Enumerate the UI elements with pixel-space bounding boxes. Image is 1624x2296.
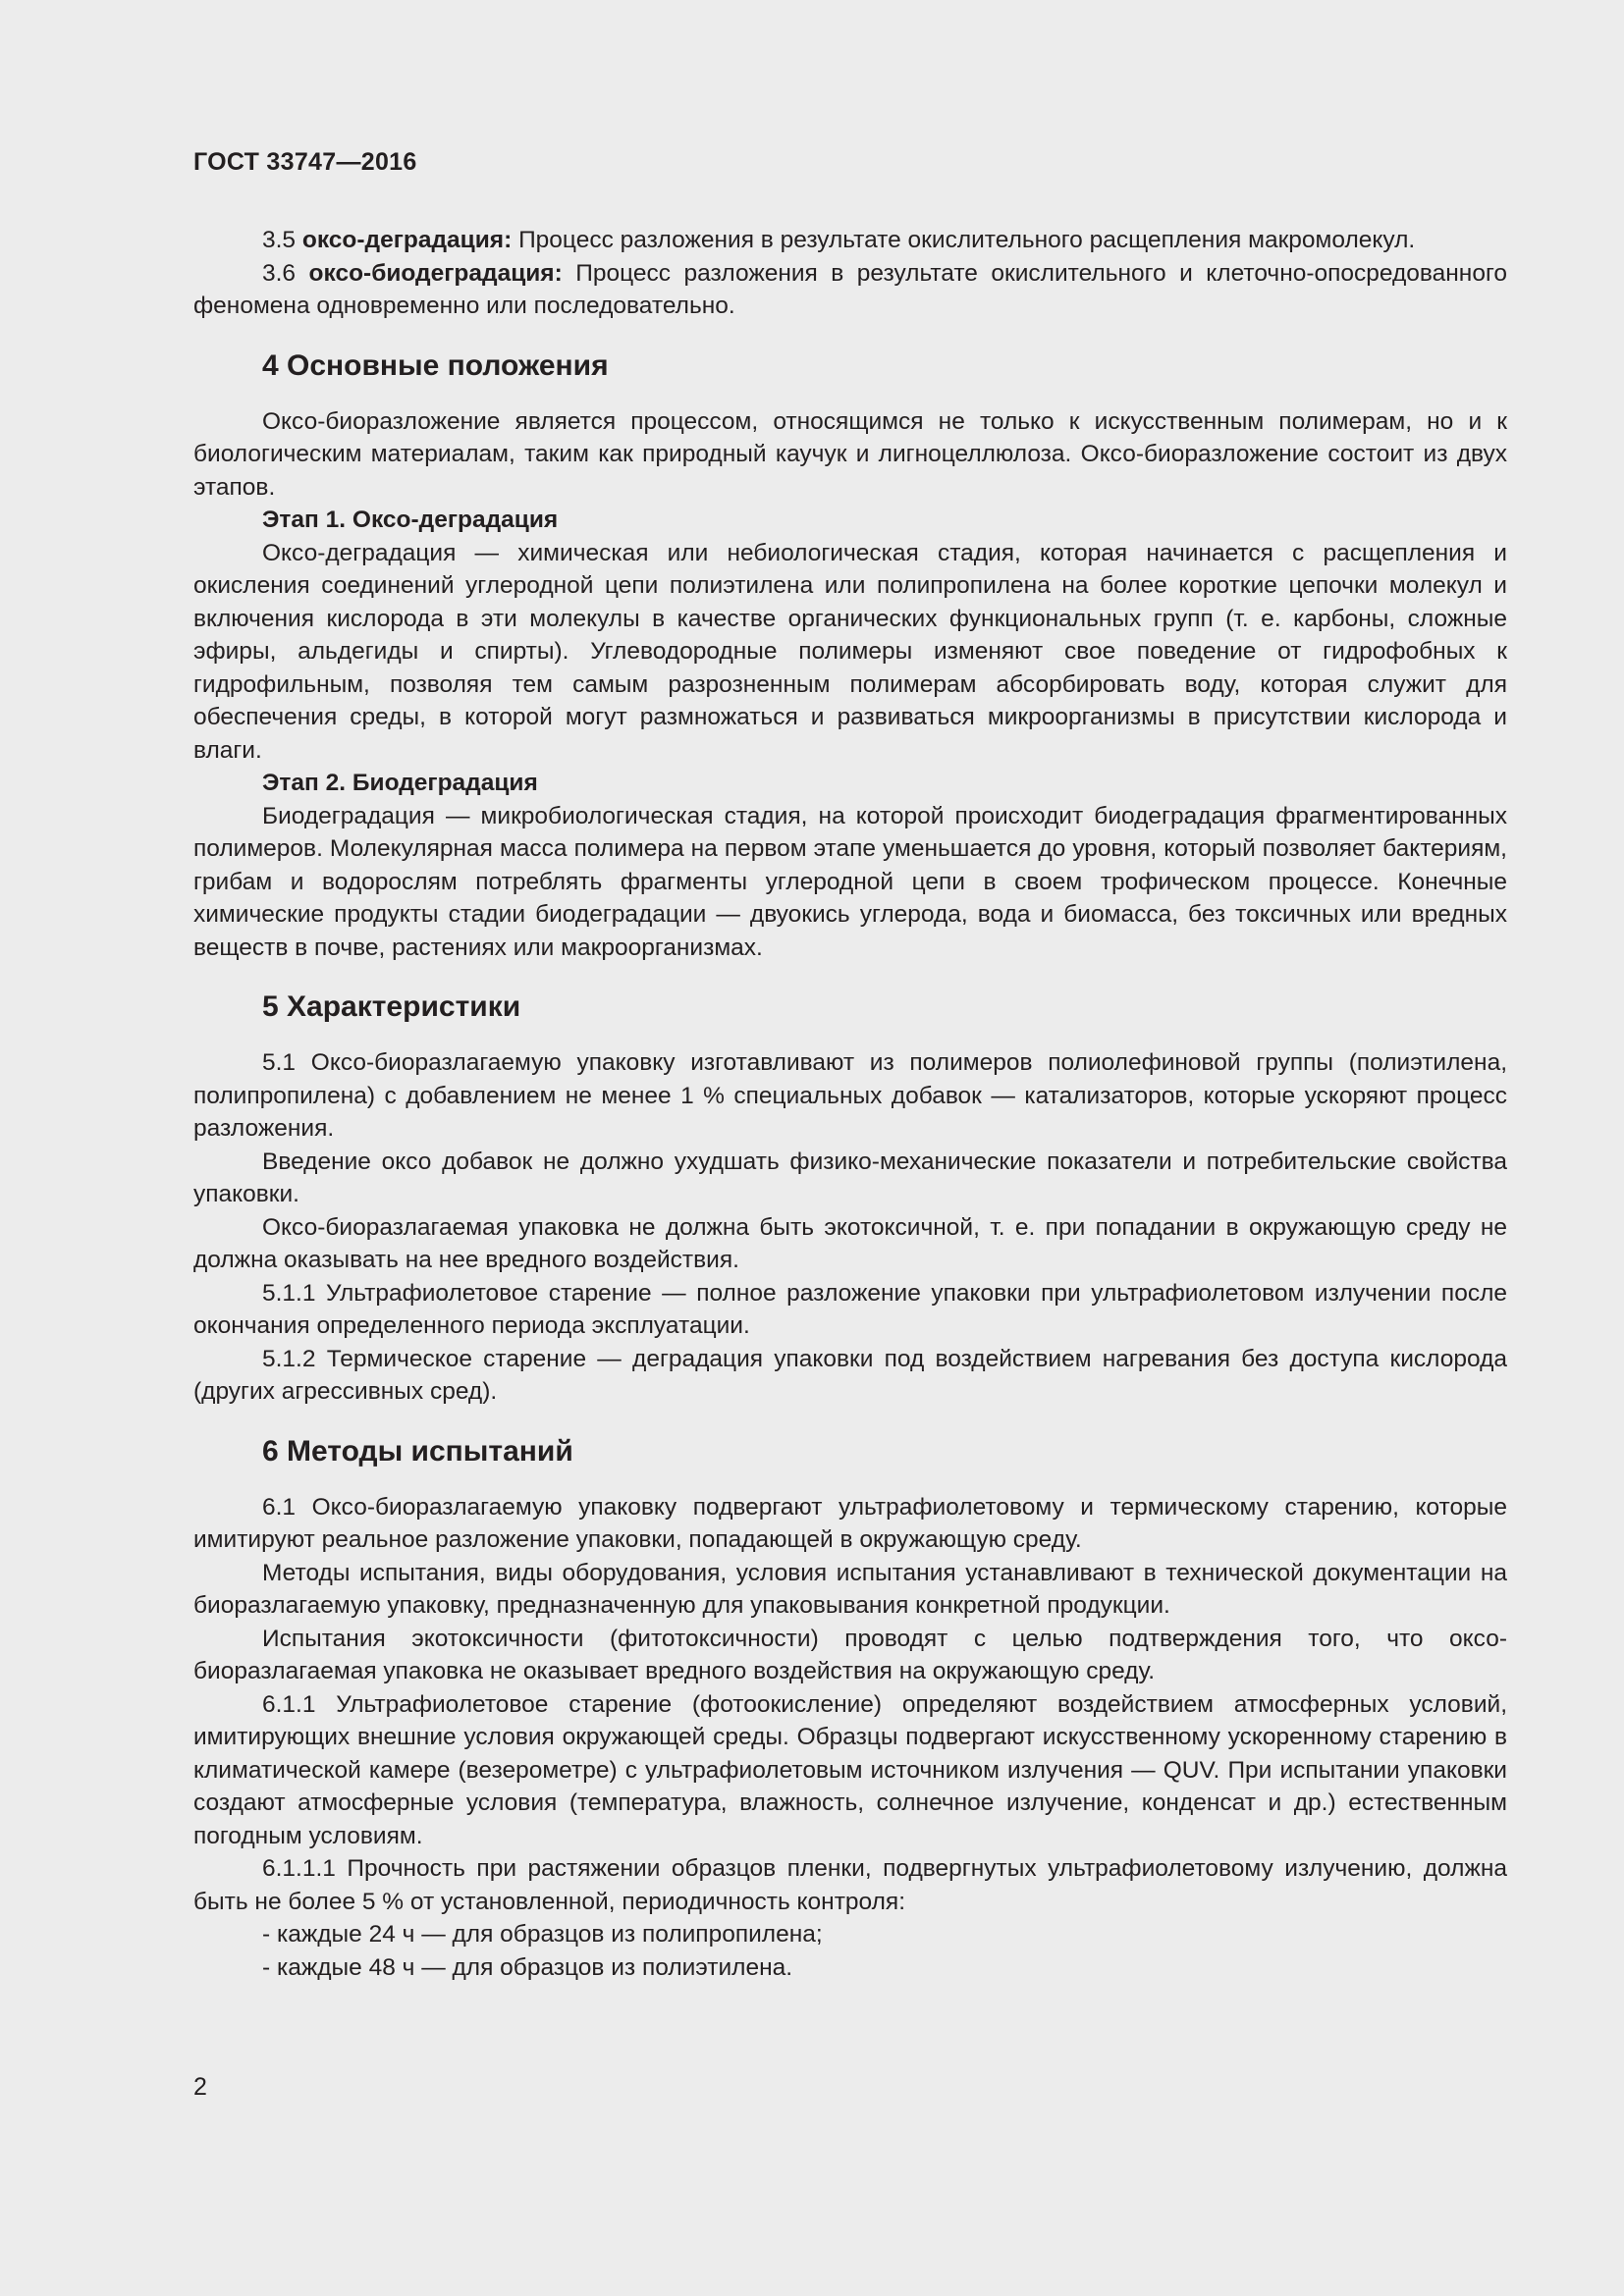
spacer (193, 1025, 1507, 1046)
stage-2-text: Биодеградация — микробиологическая стадия, на которой происходит биодеградация фрагментированных полимеров. Молекулярная масса полимера на первом этапе уменьшается до уровня, который позволяет бактериям, грибам и водорослям потреблять фрагменты углеродной цепи в своем трофическом процессе. Конечные химические продукты стадии биодеградации — двуокись углерода, вода и биомасса, без токсичных или вредных веществ в почве, растениях или макроорганизмах. (193, 802, 1507, 961)
definition-3-6 (193, 257, 1507, 323)
definition-number: 3.5 (262, 227, 297, 253)
spacer (193, 1469, 1507, 1491)
document-header: ГОСТ 33747—2016 (193, 148, 417, 176)
control-period-list (193, 1918, 1507, 1984)
stage-1-title: Этап 1. Оксо-деградация (262, 507, 559, 533)
section-4-intro: Оксо-биоразложение является процессом, относящимся не только к искусственным полимерам, но и к биологическим материалам, таким как природный каучук и лигноцеллюлоза. Оксо-биоразложение состоит из двух этапов. (193, 407, 1507, 501)
list-item: - каждые 24 ч — для образцов из полипропилена; (262, 1921, 823, 1948)
section-6-paragraph: Методы испытания, виды оборудования, условия испытания устанавливают в технической документации на биоразлагаемую упаковку, предназначенную для упаковывания конкретной продукции. (193, 1559, 1507, 1619)
definition-text: Процесс разложения в результате окислительного расщепления макромолекул. (512, 227, 1416, 253)
section-5-paragraph: Оксо-биоразлагаемая упаковка не должна быть экотоксичной, т. е. при попадании в окружающую среду не должна оказывать на нее вредного воздействия. (193, 1213, 1507, 1273)
spacer (193, 323, 1507, 348)
definition-term: оксо-деградация: (301, 227, 513, 253)
section-5-paragraph: 5.1.1 Ультрафиолетовое старение — полное разложение упаковки при ультрафиолетовом излучении после окончания определенного периода эксплуатации. (193, 1279, 1507, 1339)
section-6-paragraph: 6.1.1.1 Прочность при растяжении образцов пленки, подвергнутых ультрафиолетовому излучению, должна быть не более 5 % от установленной, периодичность контроля: (193, 1855, 1507, 1915)
stage-1-text: Оксо-деградация — химическая или небиологическая стадия, которая начинается с расщепления и окисления соединений углеродной цепи полиэтилена или полипропилена на более короткие цепочки молекул и включения кислорода в эти молекулы в качестве органических функциональных групп (т. е. карбоны, сложные эфиры, альдегиды и спирты). Углеводородные полимеры изменяют свое поведение от гидрофобных к гидрофильным, позволяя тем самым разрозненным полимерам абсорбировать воду, которая служит для обеспечения среды, в которой могут размножаться и развиваться микроорганизмы в присутствии кислорода и влаги. (193, 539, 1507, 764)
section-5-title: 5 Характеристики (262, 990, 521, 1023)
section-6-title: 6 Методы испытаний (262, 1434, 573, 1468)
definition-text: Процесс разложения в результате окислительного и клеточно-опосредованного феномена одновременно или последовательно. (193, 259, 1507, 319)
section-6-paragraph: Испытания экотоксичности (фитотоксичности) проводят с целью подтверждения того, что оксо-биоразлагаемая упаковка не оказывает вредного воздействия на окружающую среду. (193, 1625, 1507, 1684)
list-item: - каждые 48 ч — для образцов из полиэтилена. (262, 1953, 793, 1981)
section-5-paragraph: 5.1 Оксо-биоразлагаемую упаковку изготавливают из полимеров полиолефиновой группы (полиэтилена, полипропилена) с добавлением не менее 1 % специальных добавок — катализаторов, которые ускоряют процесс разложения. (193, 1049, 1507, 1142)
document-body (193, 224, 1507, 1984)
spacer (193, 1409, 1507, 1434)
section-6-paragraph: 6.1 Оксо-биоразлагаемую упаковку подвергают ультрафиолетовому и термическому старению, которые имитируют реальное разложение упаковки, попадающей в окружающую среду. (193, 1493, 1507, 1553)
spacer (193, 964, 1507, 989)
section-6-paragraph: 6.1.1 Ультрафиолетовое старение (фотоокисление) определяют воздействием атмосферных условий, имитирующих внешние условия окружающей среды. Образцы подвергают искусственному ускоренному старению в климатической камере (везерометре) с ультрафиолетовым источником излучения — QUV. При испытании упаковки создают атмосферные условия (температура, влажность, солнечное излучение, конденсат и др.) естественным погодным условиям. (193, 1690, 1507, 1849)
definition-3-5 (193, 224, 1507, 257)
stage-2-title: Этап 2. Биодеградация (262, 770, 538, 796)
section-5-paragraph: Введение оксо добавок не должно ухудшать физико-механические показатели и потребительские свойства упаковки. (193, 1148, 1507, 1207)
spacer (193, 384, 1507, 405)
definition-number: 3.6 (262, 259, 297, 287)
definition-term: оксо-биодеградация: (308, 259, 563, 287)
section-4-title: 4 Основные положения (262, 348, 609, 382)
page-number: 2 (193, 2073, 207, 2101)
section-5-paragraph: 5.1.2 Термическое старение — деградация упаковки под воздействием нагревания без доступа кислорода (других агрессивных сред). (193, 1345, 1507, 1405)
